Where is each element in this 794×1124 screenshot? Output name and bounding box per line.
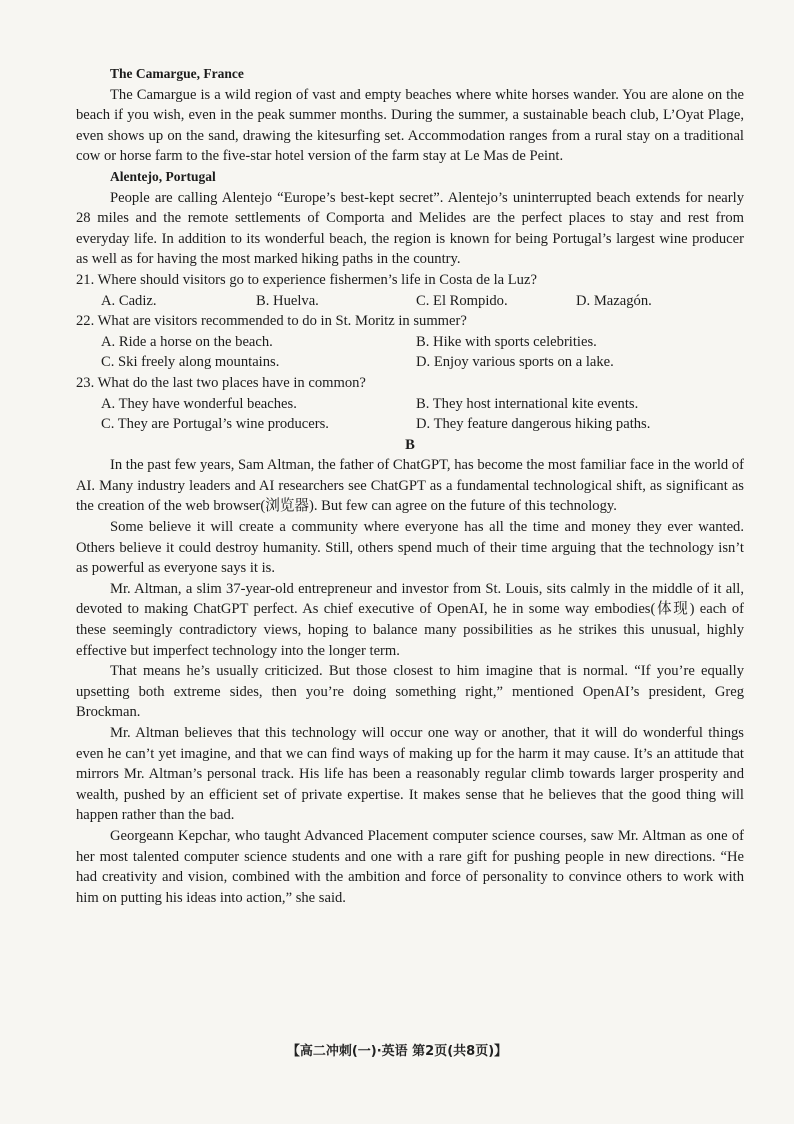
section-b-label: B [405,436,415,453]
passage-paragraph: In the past few years, Sam Altman, the father of ChatGPT, has become the most familiar face in the world of AI. Many industry leaders and AI researchers see ChatGPT as a fundamental technological shift, as significant as the creation of the web browser(浏览器). But few can agree on the future of this technology. [76,457,744,515]
question-21 [76,270,744,311]
option-a: A. Cadiz. [101,292,157,309]
passage-paragraph: Georgeann Kepchar, who taught Advanced Placement computer science courses, saw Mr. Altman as one of her most talented computer science students and one with a rare gift for pushing people in new directions. “He had creativity and vision, combined with the ambition and force of personality to convince others to work with him on putting his ideas into action,” she said. [76,827,744,906]
passage-paragraph: That means he’s usually criticized. But those closest to him imagine that is normal. “If you’re equally upsetting both extreme sides, then you’re doing something right,” mentioned OpenAI’s president, Greg Brockman. [76,663,744,721]
option-d: D. Enjoy various sports on a lake. [416,354,614,371]
option-b: B. Hike with sports celebrities. [416,333,597,350]
alentejo-heading: Alentejo, Portugal [110,168,216,184]
question-stem: 23. What do the last two places have in common? [76,374,366,391]
question-stem: 22. What are visitors recommended to do in St. Moritz in summer? [76,313,467,330]
option-d: D. They feature dangerous hiking paths. [416,416,651,433]
alentejo-paragraph: People are calling Alentejo “Europe’s best-kept secret”. Alentejo’s uninterrupted beach extends for nearly 28 miles and the remote settlements of Comporta and Melides are the perfect places to stay and rest from everyday life. In addition to its wonderful beach, the region is known for being Portugal’s largest wine producer as well as for having the most marked hiking paths in the country. [76,189,744,268]
answer-options [101,332,744,373]
option-a: A. They have wonderful beaches. [101,395,297,412]
passage-paragraph: Some believe it will create a community where everyone has all the time and money they ever wanted. Others believe it could destroy humanity. Still, others spend much of their time arguing that the technology isn’t as powerful as everyone says it is. [76,519,744,577]
option-d: D. Mazagón. [576,292,652,309]
page-footer: 【高二冲刺(一)·英语 第2页(共8页)】 [286,1044,508,1059]
answer-options [101,394,744,435]
question-23 [76,373,744,435]
passage-paragraph: Mr. Altman believes that this technology will occur one way or another, that it will do wonderful things even he can’t yet imagine, and that we can find ways of making up for the harm it may cause. It’s an attitude that mirrors Mr. Altman’s personal track. His life has been a reasonably regular climb towards larger prosperity and wealth, pushed by an efficient set of private expertise. It makes sense that he believes that the good thing will happen rather than the bad. [76,725,744,824]
question-22 [76,311,744,373]
passage-paragraph: Mr. Altman, a slim 37-year-old entrepreneur and investor from St. Louis, sits calmly in the middle of it all, devoted to making ChatGPT perfect. As chief executive of OpenAI, he in some way embodies(体现) each of these seemingly contradictory views, hoping to balance many possibilities as he strikes this unusual, highly effective but imperfect technology into the longer term. [76,580,744,659]
camargue-heading: The Camargue, France [110,66,244,81]
option-a: A. Ride a horse on the beach. [101,333,273,350]
camargue-paragraph: The Camargue is a wild region of vast and empty beaches where white horses wander. You are alone on the beach if you wish, even in the peak summer months. During the summer, a sustainable beach club, L’Oyat Plage, even shows up on the sand, drawing the kitesurfing set. Accommodation ranges from a rural stay on a traditional cow or horse farm to the five-star hotel version of the farm stay at Le Mas de Peint. [76,86,744,165]
option-b: B. Huelva. [256,292,319,309]
option-c: C. Ski freely along mountains. [101,354,280,371]
answer-options [101,291,744,312]
question-stem: 21. Where should visitors go to experience fishermen’s life in Costa de la Luz? [76,271,537,288]
option-b: B. They host international kite events. [416,395,639,412]
option-c: C. El Rompido. [416,292,508,309]
option-c: C. They are Portugal’s wine producers. [101,416,329,433]
